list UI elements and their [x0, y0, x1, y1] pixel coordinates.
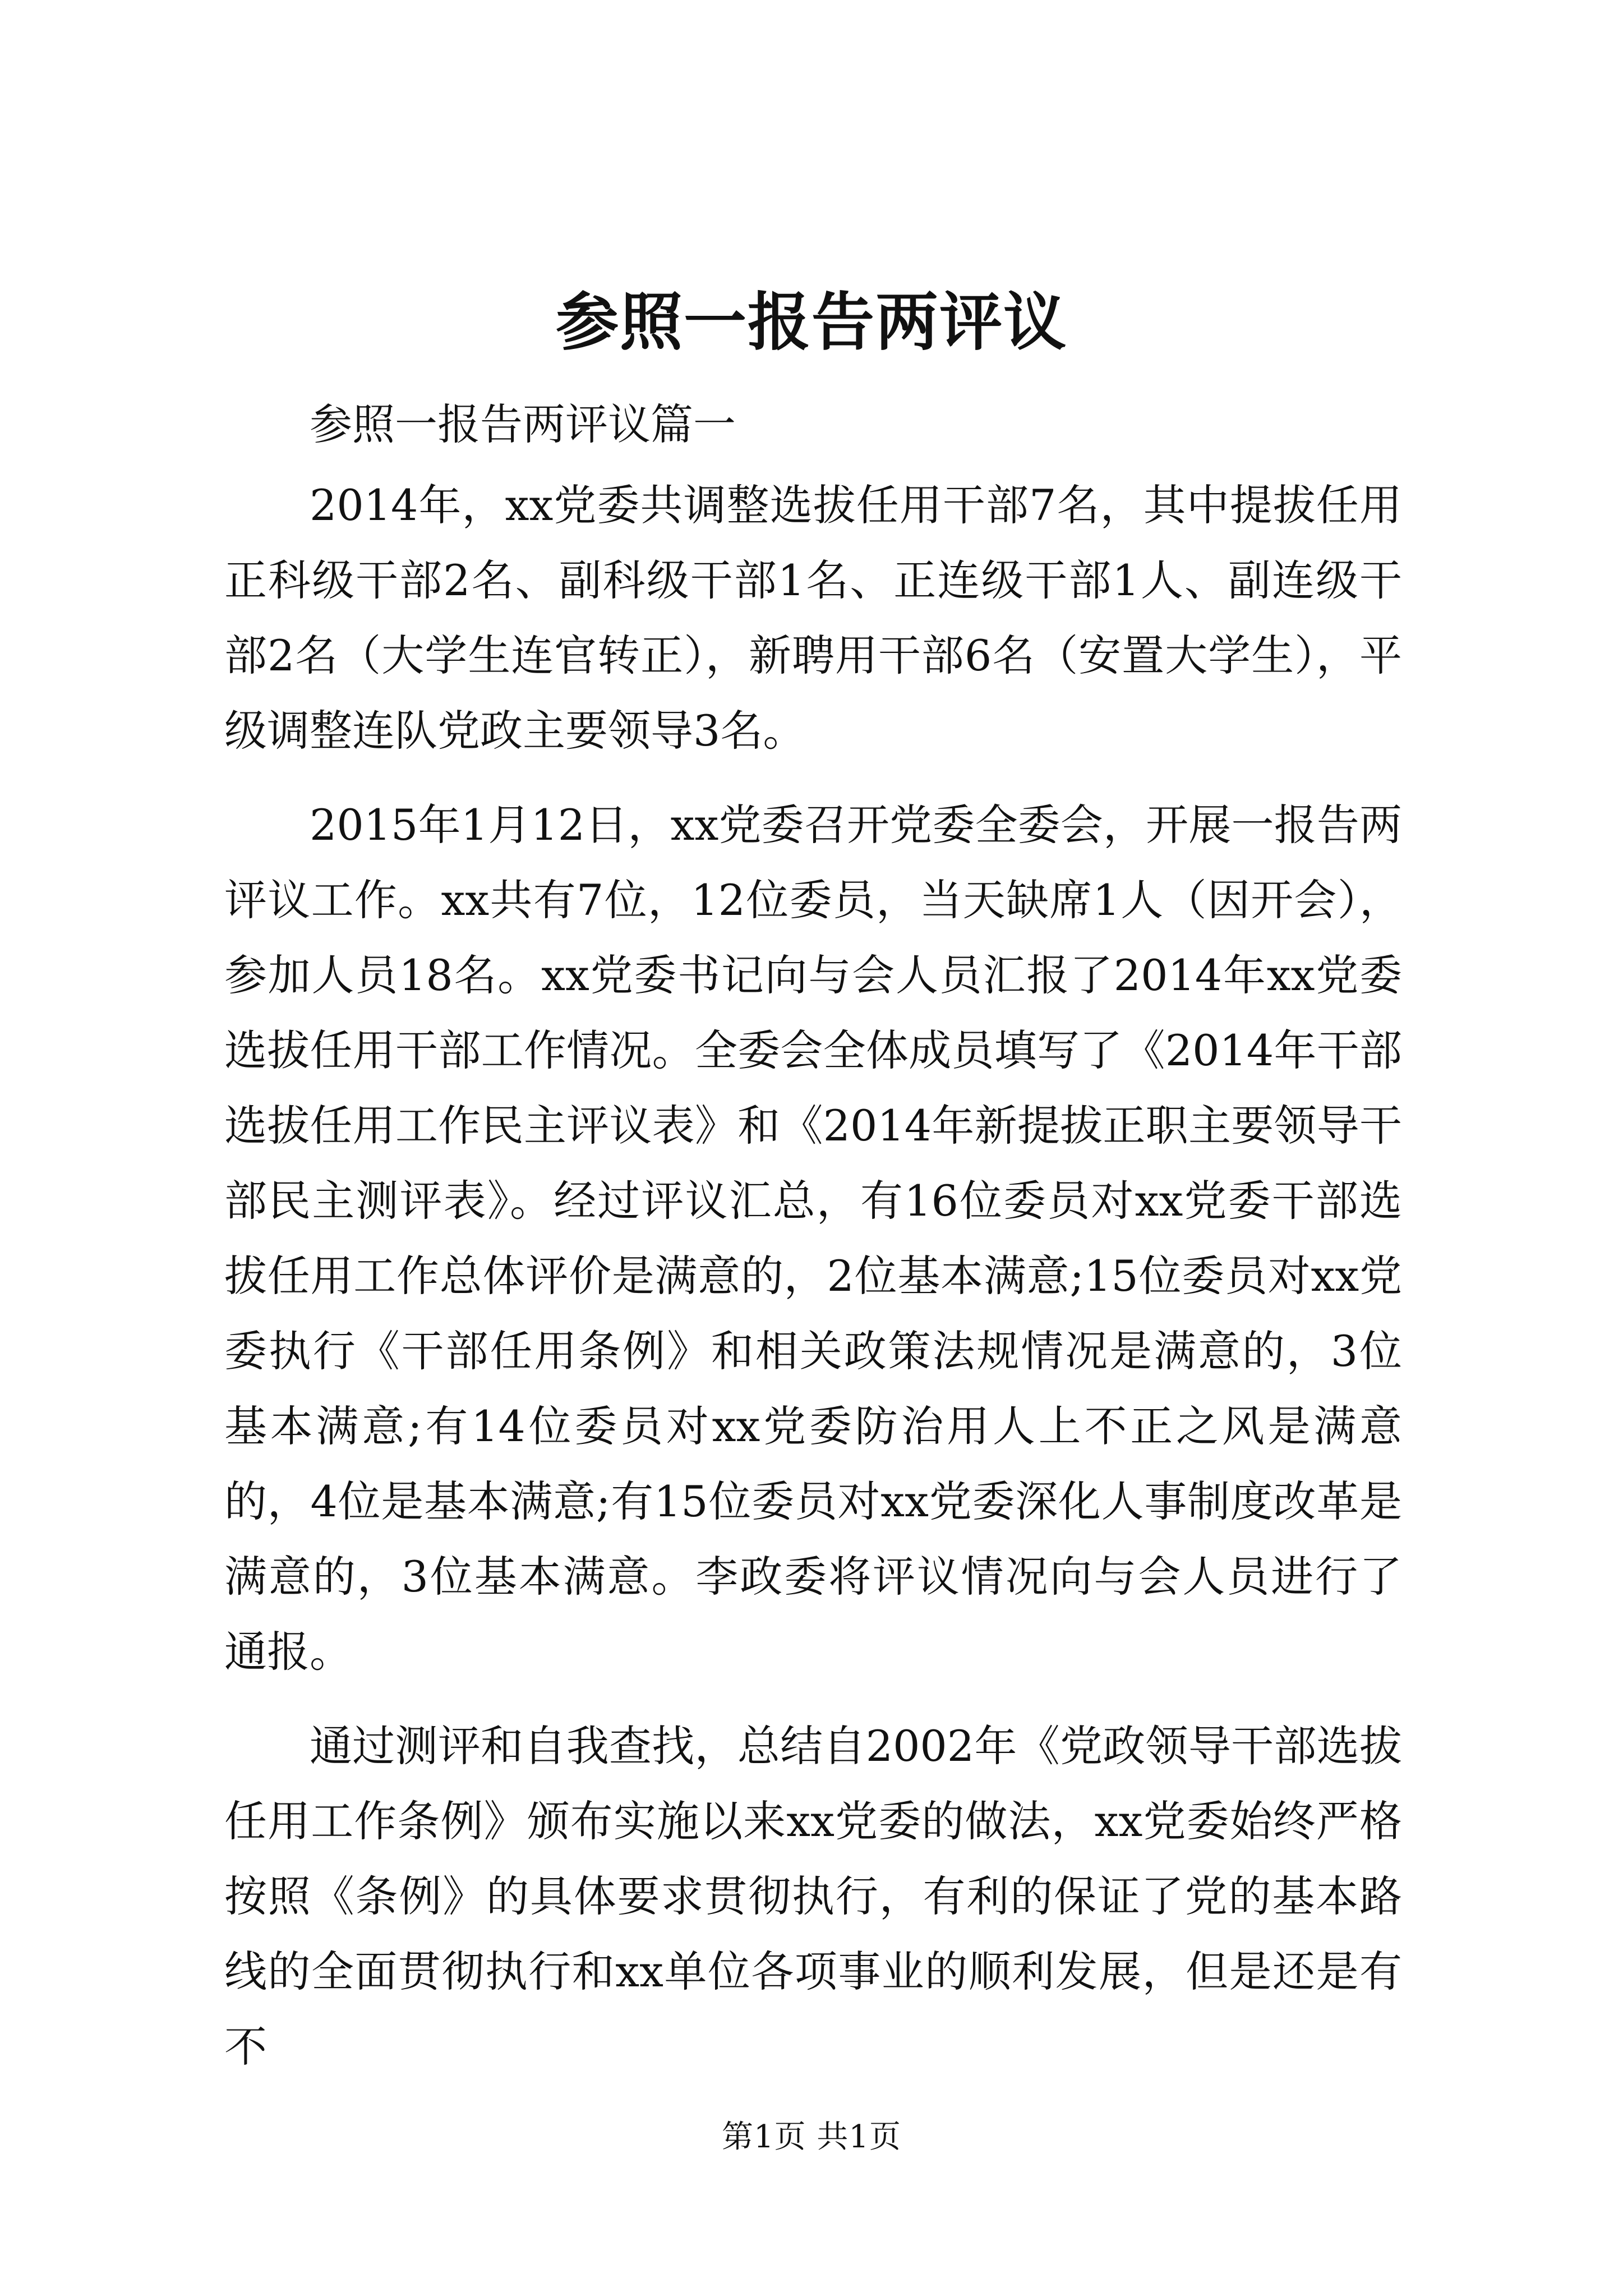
- paragraph-3: 通过测评和自我查找，总结自2002年《党政领导干部选拔任用工作条例》颁布实施以来xx党委的做法，xx党委始终严格按照《条例》的具体要求贯彻执行，有利的保证了党的基本路线的全面贯彻执行和xx单位各项事业的顺利发展，但是还是有不: [224, 1721, 1402, 2072]
- page-footer: 第1页 共1页: [721, 2119, 902, 2155]
- section-heading: 参照一报告两评议篇一: [310, 399, 736, 449]
- paragraph-1: 2014年，xx党委共调整选拔任用干部7名，其中提拔任用正科级干部2名、副科级干部1名、正连级干部1人、副连级干部2名（大学生连官转正），新聘用干部6名（安置大学生），平级调整连队党政主要领导3名。: [224, 480, 1402, 756]
- paragraph-2: 2015年1月12日，xx党委召开党委全委会，开展一报告两评议工作。xx共有7位，12位委员，当天缺席1人（因开会），参加人员18名。xx党委书记向与会人员汇报了2014年xx党委选拔任用干部工作情况。全委会全体成员填写了《2014年干部选拔任用工作民主评议表》和《2014年新提拔正职主要领导干部民主测评表》。经过评议汇总，有16位委员对xx党委干部选拔任用工作总体评价是满意的，2位基本满意;15位委员对xx党委执行《干部任用条例》和相关政策法规情况是满意的，3位基本满意;有14位委员对xx党委防治用人上不正之风是满意的，4位是基本满意;有15位委员对xx党委深化人事制度改革是满意的，3位基本满意。李政委将评议情况向与会人员进行了通报。: [224, 800, 1402, 1677]
- document-title: 参照一报告两评议: [556, 286, 1067, 359]
- document-body: [224, 387, 1402, 2104]
